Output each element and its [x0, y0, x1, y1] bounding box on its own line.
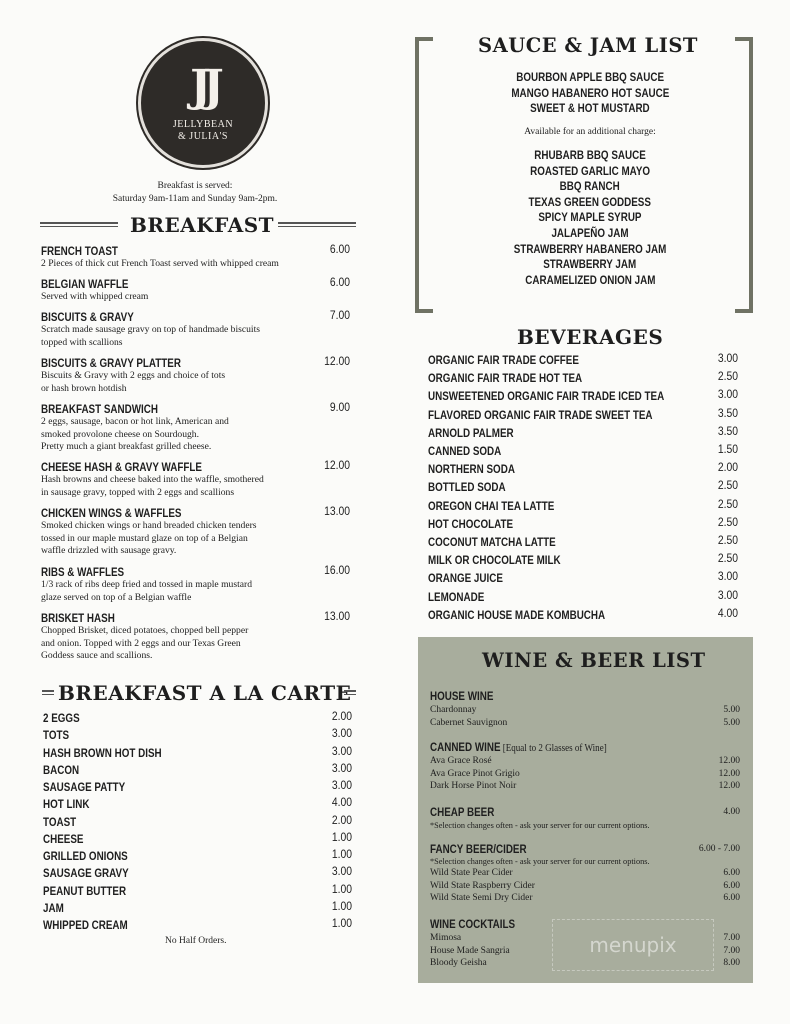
carte-item-name: SAUSAGE GRAVY [43, 866, 129, 881]
menu-item-description: and onion. Topped with 2 eggs and our Texas Green [41, 637, 241, 649]
menu-item-name: RIBS & WAFFLES [41, 565, 125, 579]
wine-title: WINE & BEER LIST [482, 649, 706, 672]
wine-item-name: Cabernet Sauvignon [430, 717, 508, 728]
wine-item-price: 6.00 [723, 880, 740, 891]
beverage-price: 2.50 [717, 535, 738, 547]
beverage-price: 2.50 [717, 498, 738, 511]
wine-item-name: Wild State Semi Dry Cider [430, 893, 533, 903]
wine-item-price: 7.00 [723, 945, 740, 956]
carte-item-name: GRILLED ONIONS [43, 849, 128, 863]
beverage-price: 3.50 [717, 407, 738, 420]
wine-item-name: Wild State Raspberry Cider [430, 880, 535, 891]
menu-item-price: 12.00 [324, 356, 350, 368]
beverage-name: OREGON CHAI TEA LATTE [428, 498, 555, 513]
beverage-price: 2.50 [717, 480, 738, 493]
carte-item-price: 1.00 [331, 918, 352, 930]
carte-item-name: TOTS [43, 728, 70, 743]
beverage-price: 2.00 [717, 462, 738, 475]
wine-cocktails-heading: WINE COCKTAILS [430, 917, 516, 931]
wine-item-name: Ava Grace Pinot Grigio [430, 768, 520, 779]
beverage-price: 1.50 [717, 444, 738, 456]
carte-item-name: HASH BROWN HOT DISH [43, 745, 162, 760]
wine-item-name: Dark Horse Pinot Noir [430, 781, 517, 791]
carte-item-name: TOAST [43, 814, 77, 829]
wine-item-price: 7.00 [723, 933, 740, 943]
beverage-name: COCONUT MATCHA LATTE [428, 535, 556, 549]
wine-item-price: 12.00 [718, 756, 740, 766]
wine-item-name: Mimosa [430, 933, 462, 943]
menu-item-description: in sausage gravy, topped with 2 eggs and scallions [41, 486, 235, 498]
menu-item-description: glaze served on top of a Belgian waffle [41, 591, 192, 603]
beverage-name: ORGANIC FAIR TRADE COFFEE [428, 353, 579, 367]
menu-item-description: 2 eggs, sausage, bacon or hot link, American and [41, 416, 229, 427]
beverage-name: MILK OR CHOCOLATE MILK [428, 553, 561, 568]
canned-wine-label: CANNED WINE [430, 740, 501, 754]
fancy-beer-price: 6.00 - 7.00 [698, 844, 740, 854]
carte-item-price: 3.00 [331, 866, 352, 879]
sauce-item-name: BOURBON APPLE BBQ SAUCE [516, 70, 664, 84]
beverage-name: ORGANIC FAIR TRADE HOT TEA [428, 371, 583, 386]
beverage-name: ORGANIC HOUSE MADE KOMBUCHA [428, 607, 606, 622]
divider [40, 222, 118, 227]
sauce-item [430, 269, 750, 288]
menu-item-description: or hash brown hotdish [41, 382, 127, 394]
sauce-item-name: STRAWBERRY HABANERO JAM [513, 241, 667, 256]
beverage-price: 3.50 [717, 425, 738, 438]
carte-item-name: JAM [43, 900, 64, 915]
menu-item-price: 6.00 [329, 277, 350, 289]
beverage-price: 3.00 [717, 389, 738, 402]
beverage-name: LEMONADE [428, 589, 485, 604]
sauce-item-name: SPICY MAPLE SYRUP [538, 210, 642, 225]
sauce-item-name: SWEET & HOT MUSTARD [530, 101, 650, 115]
cheap-beer-heading: CHEAP BEER [430, 805, 495, 819]
wine-item-price: 6.00 [723, 893, 740, 903]
wine-item-price: 5.00 [723, 705, 740, 715]
carte-item-price: 3.00 [331, 728, 352, 741]
menu-item-description: smoked provolone cheese on Sourdough. [41, 428, 200, 440]
logo-name-line2: & JULIA'S [178, 131, 228, 142]
wine-item-price: 12.00 [718, 781, 740, 791]
wine-item-price: 6.00 [723, 868, 740, 878]
carte-item-name: HOT LINK [43, 797, 90, 812]
carte-item-name: SAUSAGE PATTY [43, 780, 126, 794]
cheap-beer-price: 4.00 [723, 807, 740, 817]
sauce-item-name: RHUBARB BBQ SAUCE [534, 148, 646, 162]
beverages-title: BEVERAGES [517, 325, 664, 349]
cheap-beer-note: *Selection changes often - ask your server for our current options. [430, 821, 650, 830]
divider [278, 222, 356, 227]
beverage-price: 4.00 [717, 607, 738, 620]
carte-item-name: PEANUT BUTTER [43, 883, 127, 898]
menu-item-description: Served with whipped cream [41, 291, 149, 302]
beverage-name: NORTHERN SODA [428, 462, 515, 477]
beverage-name: ARNOLD PALMER [428, 425, 514, 440]
carte-item-price: 3.00 [331, 762, 352, 775]
menu-item-name: BISCUITS & GRAVY PLATTER [41, 356, 181, 370]
beverage-name: UNSWEETENED ORGANIC FAIR TRADE ICED TEA [428, 389, 665, 404]
divider [42, 690, 54, 695]
beverage-price: 3.00 [717, 589, 738, 602]
logo-monogram: JJ [190, 61, 216, 112]
beverage-price: 3.00 [717, 353, 738, 365]
carte-item-name: BACON [43, 762, 80, 777]
fancy-beer-note: *Selection changes often - ask your server for our current options. [430, 857, 650, 866]
wine-item-name: House Made Sangria [430, 945, 510, 956]
restaurant-logo [138, 38, 268, 168]
divider [344, 690, 356, 695]
sauce-item-name: JALAPEÑO JAM [551, 226, 629, 240]
wine-item-price: 5.00 [723, 717, 740, 728]
carte-item-price: 3.00 [331, 780, 352, 792]
menu-item-price: 16.00 [324, 565, 350, 577]
no-half-orders-note: No Half Orders. [165, 936, 227, 946]
sauce-item-name: ROASTED GARLIC MAYO [530, 163, 650, 178]
house-wine-heading: HOUSE WINE [430, 689, 494, 703]
menu-item-description: Hash browns and cheese baked into the waffle, smothered [41, 474, 264, 485]
sauce-title: SAUCE & JAM LIST [478, 34, 698, 57]
logo-name-line1: JELLYBEAN [172, 119, 234, 130]
menu-item-price: 13.00 [324, 506, 350, 518]
wine-item-price: 12.00 [718, 768, 740, 779]
breakfast-title: BREAKFAST [130, 213, 275, 237]
carte-item-price: 1.00 [331, 883, 352, 896]
menu-item-description: Biscuits & Gravy with 2 eggs and choice of tots [41, 370, 226, 381]
carte-item-price: 1.00 [331, 831, 352, 844]
menu-item-name: BRISKET HASH [41, 611, 115, 625]
carte-item-name: CHEESE [43, 831, 84, 846]
wine-item-name: Chardonnay [430, 705, 477, 715]
beverage-price: 3.00 [717, 571, 738, 584]
menu-item-description: Scratch made sausage gravy on top of handmade biscuits [41, 324, 260, 335]
sauce-item-name: STRAWBERRY JAM [543, 257, 637, 272]
carte-item-price: 1.00 [331, 900, 352, 913]
canned-wine-heading [430, 740, 607, 754]
carte-item-name: WHIPPED CREAM [43, 918, 128, 932]
menu-item-name: FRENCH TOAST [41, 244, 118, 258]
menu-item-description: waffle drizzled with sausage gravy. [41, 545, 177, 557]
sauce-note: Available for an additional charge: [524, 127, 656, 137]
menu-item-name: CHEESE HASH & GRAVY WAFFLE [41, 460, 202, 474]
menu-item-description: Pretty much a giant breakfast grilled cheese. [41, 441, 212, 453]
menu-item-price: 7.00 [329, 310, 350, 322]
carte-item-price: 1.00 [331, 849, 352, 861]
breakfast-hours-label: Breakfast is served: [157, 181, 233, 191]
menu-item-name: BISCUITS & GRAVY [41, 310, 134, 324]
sauce-item-name: CARAMELIZED ONION JAM [524, 272, 656, 287]
beverage-name: HOT CHOCOLATE [428, 516, 514, 531]
menupix-watermark: menupix [552, 919, 714, 971]
menu-item-description: tossed in our maple mustard glaze on top of a Belgian [41, 532, 248, 544]
carte-title: BREAKFAST A LA CARTE [58, 681, 352, 705]
menu-item-description: Smoked chicken wings or hand breaded chicken tenders [41, 520, 257, 531]
carte-item-price: 2.00 [331, 814, 352, 827]
beverage-price: 2.50 [717, 516, 738, 529]
wine-item-name: Bloody Geisha [430, 958, 487, 968]
carte-item-name: 2 EGGS [43, 711, 80, 725]
menu-item-description: 2 Pieces of thick cut French Toast served with whipped cream [41, 258, 279, 269]
wine-item-name: Ava Grace Rosé [430, 756, 492, 766]
sauce-item-name: MANGO HABANERO HOT SAUCE [510, 85, 669, 100]
wine-item-price: 8.00 [723, 958, 740, 968]
menu-item-description: 1/3 rack of ribs deep fried and tossed in maple mustard [41, 579, 253, 590]
menu-item-price: 12.00 [324, 460, 350, 472]
carte-item-price: 4.00 [331, 797, 352, 810]
beverage-price: 2.50 [717, 553, 738, 566]
breakfast-hours: Saturday 9am-11am and Sunday 9am-2pm. [112, 194, 278, 204]
sauce-item-name: BBQ RANCH [559, 179, 621, 194]
sauce-item-name: TEXAS GREEN GODDESS [528, 194, 652, 209]
sauce-item [430, 97, 750, 116]
beverage-name: BOTTLED SODA [428, 480, 506, 495]
menu-item-price: 9.00 [329, 402, 350, 414]
menu-item-price: 6.00 [329, 244, 350, 256]
menu-item-description: topped with scallions [41, 336, 123, 348]
carte-item-price: 3.00 [331, 745, 352, 758]
beverage-name: ORANGE JUICE [428, 571, 503, 586]
menu-item-price: 13.00 [324, 611, 350, 623]
menu-item-name: BELGIAN WAFFLE [41, 277, 129, 291]
fancy-beer-heading: FANCY BEER/CIDER [430, 842, 527, 856]
canned-wine-subtitle: [Equal to 2 Glasses of Wine] [500, 742, 607, 754]
menu-item-name: BREAKFAST SANDWICH [41, 402, 158, 416]
menu-item-description: Goddess sauce and scallions. [41, 650, 153, 662]
wine-item-name: Wild State Pear Cider [430, 868, 513, 878]
beverage-name: FLAVORED ORGANIC FAIR TRADE SWEET TEA [428, 407, 653, 422]
menu-item-name: CHICKEN WINGS & WAFFLES [41, 506, 182, 520]
beverage-price: 2.50 [717, 371, 738, 384]
beverage-name: CANNED SODA [428, 444, 502, 458]
wine-beer-panel [418, 637, 753, 983]
carte-item-price: 2.00 [331, 711, 352, 723]
menu-item-description: Chopped Brisket, diced potatoes, chopped bell pepper [41, 625, 249, 636]
